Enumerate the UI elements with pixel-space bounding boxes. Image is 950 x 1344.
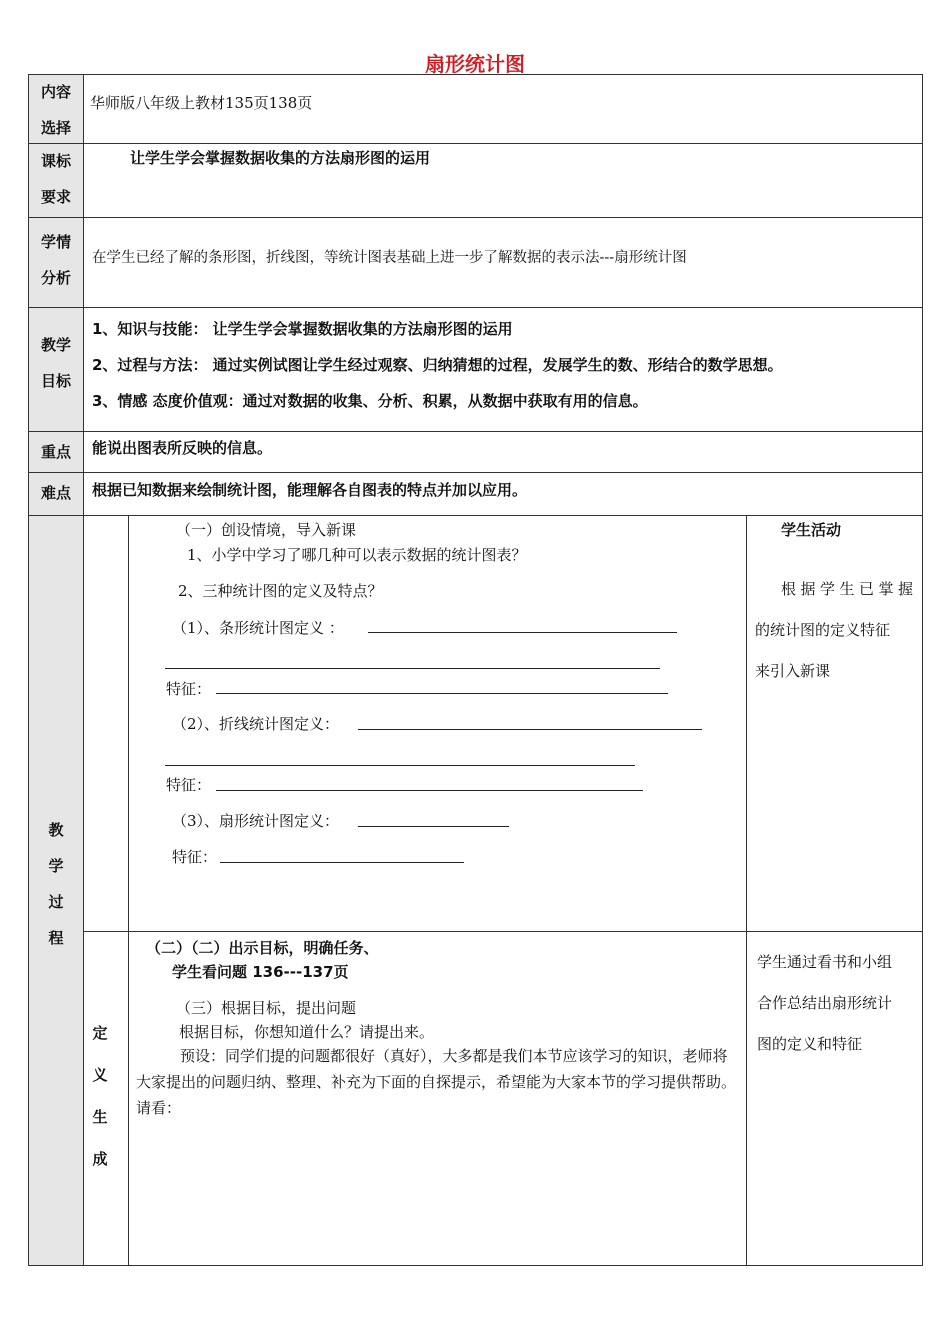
bar-chart-definition-label: （1）、条形统计图定义 ： xyxy=(172,619,344,637)
activity2-line-2: 合作总结出扇形统计 xyxy=(757,994,893,1012)
bar-definition-blank[interactable] xyxy=(368,632,677,633)
bar-definition-blank-2[interactable] xyxy=(165,668,660,669)
activity2-line-1: 学生通过看书和小组 xyxy=(757,953,893,971)
goal-process: 2、过程与方法： 通过实例试图让学生经过观察、归纳猜想的过程，发展学生的数、形结合的数学思想。 xyxy=(92,356,783,374)
bar-feature-blank[interactable] xyxy=(216,693,668,694)
goals-label: 教学 目标 xyxy=(40,336,71,390)
activity-line-1: 根据学生已掌握 xyxy=(781,580,913,598)
process-label: 教 学 过 程 xyxy=(48,821,64,947)
part2-heading: （二）（二）出示目标，明确任务、 xyxy=(146,939,379,957)
line-definition-blank[interactable] xyxy=(358,729,702,730)
goal-knowledge: 1、知识与技能： 让学生学会掌握数据收集的方法扇形图的运用 xyxy=(92,320,513,338)
standard-label: 课标 要求 xyxy=(40,152,71,206)
activity2-line-3: 图的定义和特征 xyxy=(757,1035,863,1053)
page-title: 扇形统计图 xyxy=(425,52,525,76)
line-definition-blank-2[interactable] xyxy=(165,765,635,766)
part2-paragraph: 预设：同学们提的问题都很好（真好），大多都是我们本节应该学习的知识，老师将大家提出的问题归纳、整理、补充为下面的自探提示，希望能为大家本节的学习提供帮助。请看： xyxy=(136,1047,737,1117)
analysis-label: 学情 分析 xyxy=(40,233,71,287)
part2-reading: 学生看问题 136---137页 xyxy=(172,963,349,981)
student-activity-title: 学生活动 xyxy=(781,521,842,539)
question-1: 1、小学中学习了哪几种可以表示数据的统计图表？ xyxy=(187,546,527,564)
standard-text: 让学生学会掌握数据收集的方法扇形图的运用 xyxy=(130,149,431,167)
line-feature-blank[interactable] xyxy=(216,790,643,791)
pie-chart-definition-label: （3）、扇形统计图定义： xyxy=(172,812,340,830)
pie-feature-blank[interactable] xyxy=(220,862,464,863)
difficulty-label: 难点 xyxy=(40,484,71,502)
activity-line-2: 的统计图的定义特征 xyxy=(755,621,891,639)
analysis-text: 在学生已经了解的条形图，折线图，等统计图表基础上进一步了解数据的表示法---扇形统计图 xyxy=(92,250,687,266)
definition-generation-label: 定 义 生 成 xyxy=(92,1024,108,1168)
part2-sub3: （三）根据目标，提出问题 xyxy=(176,999,357,1017)
key-label: 重点 xyxy=(40,443,71,461)
key-text: 能说出图表所反映的信息。 xyxy=(92,439,273,457)
line-chart-definition-label: （2）、折线统计图定义： xyxy=(172,715,340,733)
bar-feature-label: 特征： xyxy=(166,680,212,698)
question-2: 2、三种统计图的定义及特点？ xyxy=(178,582,383,600)
pie-definition-blank[interactable] xyxy=(358,826,509,827)
content-label: 内容 选择 xyxy=(40,83,71,137)
part1-heading: （一）创设情境，导入新课 xyxy=(176,521,357,539)
difficulty-text: 根据已知数据来绘制统计图，能理解各自图表的特点并加以应用。 xyxy=(92,481,528,499)
pie-feature-label: 特征： xyxy=(172,848,218,866)
line-feature-label: 特征： xyxy=(166,776,212,794)
activity-line-3: 来引入新课 xyxy=(755,662,831,680)
part2-ask: 根据目标，你想知道什么？请提出来。 xyxy=(179,1023,435,1041)
goal-attitude: 3、情感 态度价值观：通过对数据的收集、分析、积累，从数据中获取有用的信息。 xyxy=(92,392,648,410)
content-text: 华师版八年级上教材135页138页 xyxy=(90,94,313,112)
